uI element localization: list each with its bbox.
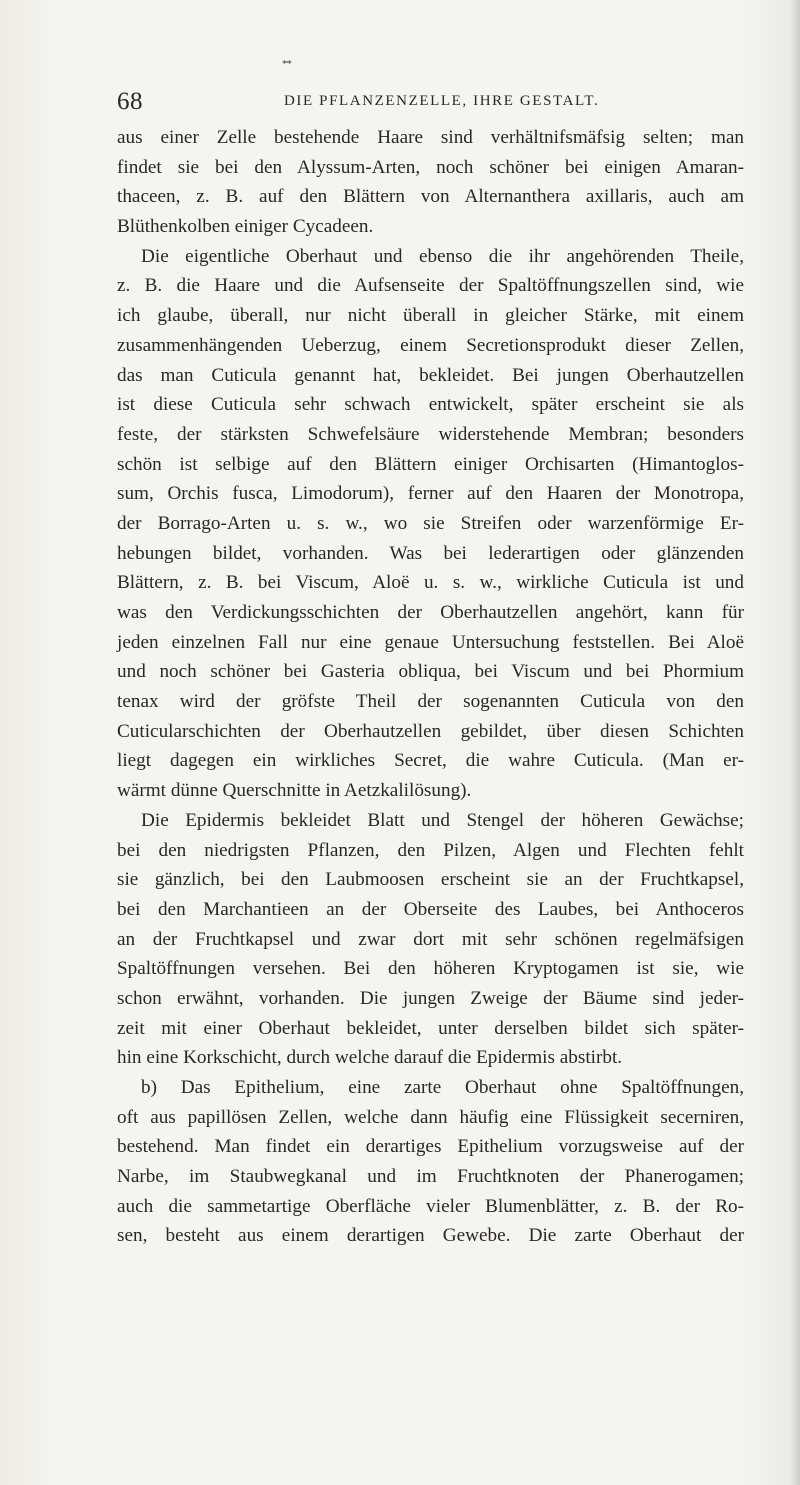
body-text [117,123,744,1273]
text-line: aus einer Zelle bestehende Haare sind verhältnifsmäfsig selten; man [117,127,744,148]
text-line: thaceen, z. B. auf den Blättern von Alternanthera axillaris, auch am [117,186,744,208]
text-line: Die Epidermis bekleidet Blatt und Stengel der höheren Gewächse; [141,809,744,831]
page-number: 68 [117,88,143,115]
text-line: ist diese Cuticula sehr schwach entwickelt, später erscheint sie als [117,394,744,416]
text-line: hin eine Korkschicht, durch welche darauf die Epidermis abstirbt. [117,1047,623,1069]
text-line: jeden einzelnen Fall nur eine genaue Untersuchung feststellen. Bei Aloë [117,631,744,653]
text-line: sum, Orchis fusca, Limodorum), ferner auf den Haaren der Monotropa, [117,483,744,505]
text-line: schön ist selbige auf den Blättern einiger Orchisarten (Himantoglos- [117,453,744,475]
text-line: und noch schöner bei Gasteria obliqua, bei Viscum und bei Phormium [117,661,744,683]
text-line: was den Verdickungsschichten der Oberhautzellen angehört, kann für [117,602,744,623]
text-line: liegt dagegen ein wirkliches Secret, die wahre Cuticula. (Man er- [117,750,744,772]
text-line: tenax wird der gröfste Theil der sogenannten Cuticula von den [117,691,744,713]
text-line: bei den niedrigsten Pflanzen, den Pilzen, Algen und Flechten fehlt [117,839,744,861]
text-line: feste, der stärksten Schwefelsäure widerstehende Membran; besonders [117,423,744,445]
running-head: DIE PFLANZENZELLE, IHRE GESTALT. [284,93,600,109]
text-line: sen, besteht aus einem derartigen Gewebe. Die zarte Oberhaut der [117,1225,744,1247]
page-header [117,88,737,120]
text-line: zusammenhängenden Ueberzug, einem Secretionsprodukt dieser Zellen, [117,334,744,356]
page-mark: ** [282,58,291,70]
text-line: wärmt dünne Querschnitte in Aetzkalilösung). [117,780,472,802]
text-line: Cuticularschichten der Oberhautzellen gebildet, über diesen Schichten [117,720,744,742]
text-line: findet sie bei den Alyssum-Arten, noch schöner bei einigen Amaran- [117,156,744,178]
text-line: Die eigentliche Oberhaut und ebenso die ihr angehörenden Theile, [141,245,744,267]
text-line: bestehend. Man findet ein derartiges Epithelium vorzugsweise auf der [117,1136,744,1158]
text-line: an der Fruchtkapsel und zwar dort mit sehr schönen regelmäfsigen [117,928,744,950]
text-line: auch die sammetartige Oberfläche vieler Blumenblätter, z. B. der Ro- [117,1195,744,1217]
text-line: Spaltöffnungen versehen. Bei den höheren Kryptogamen ist sie, wie [117,958,744,980]
text-line: ich glaube, überall, nur nicht überall in gleicher Stärke, mit einem [117,305,744,327]
text-line: z. B. die Haare und die Aufsenseite der Spaltöffnungszellen sind, wie [117,275,744,297]
text-line: Narbe, im Staubwegkanal und im Fruchtknoten der Phanerogamen; [117,1166,744,1188]
text-line: schon erwähnt, vorhanden. Die jungen Zweige der Bäume sind jeder- [117,987,744,1009]
text-line: das man Cuticula genannt hat, bekleidet. Bei jungen Oberhautzellen [117,364,744,386]
text-line: zeit mit einer Oberhaut bekleidet, unter derselben bildet sich später- [117,1017,744,1039]
text-line: der Borrago-Arten u. s. w., wo sie Streifen oder warzenförmige Er- [117,512,744,534]
text-line: hebungen bildet, vorhanden. Was bei lederartigen oder glänzenden [117,542,744,564]
text-line: bei den Marchantieen an der Oberseite des Laubes, bei Anthoceros [117,898,744,920]
text-line: Blättern, z. B. bei Viscum, Aloë u. s. w., wirkliche Cuticula ist und [117,572,744,594]
text-line: Blüthenkolben einiger Cycadeen. [117,216,374,238]
text-line: b) Das Epithelium, eine zarte Oberhaut ohne Spaltöffnungen, [141,1077,744,1098]
text-line: sie gänzlich, bei den Laubmoosen erscheint sie an der Fruchtkapsel, [117,869,744,891]
text-line: oft aus papillösen Zellen, welche dann häufig eine Flüssigkeit secerniren, [117,1106,744,1128]
